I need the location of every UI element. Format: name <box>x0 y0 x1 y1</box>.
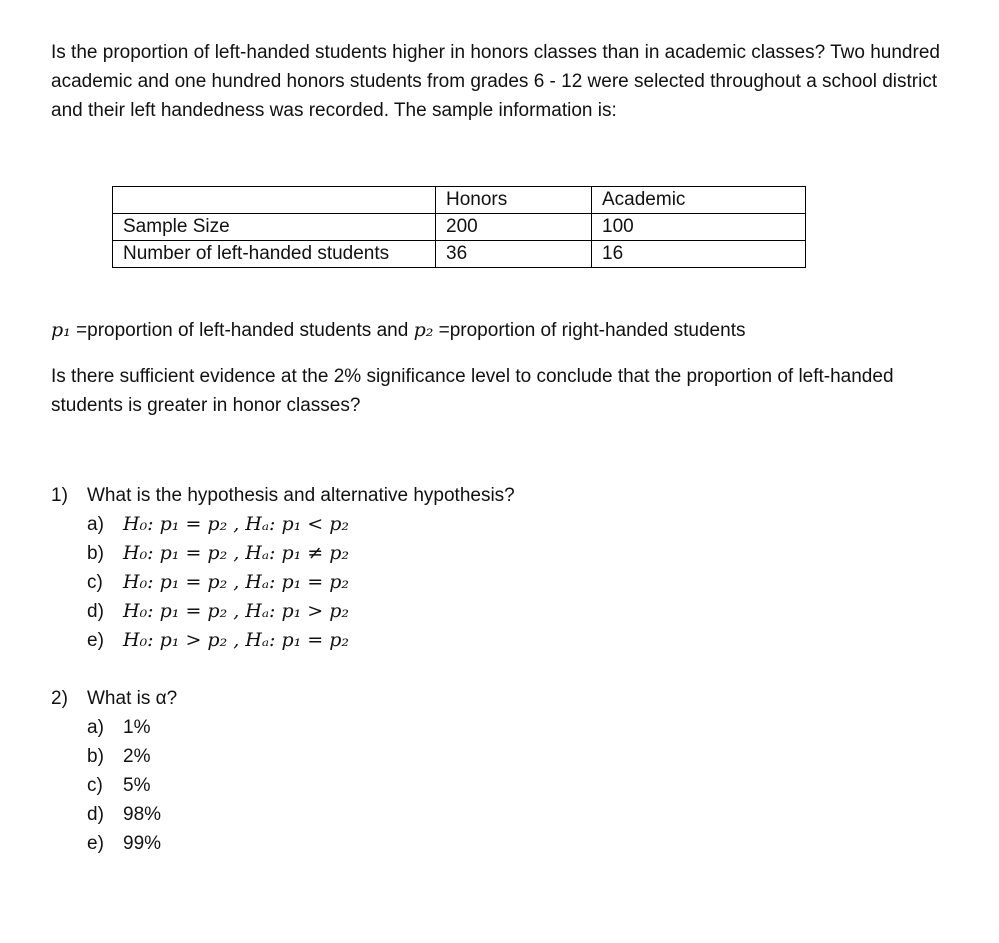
option-letter: b) <box>87 543 104 564</box>
answer-option[interactable] <box>51 742 177 771</box>
question-number: 2) <box>51 688 68 709</box>
option-text: H₀: p₁ = p₂ , Hₐ: p₁ < p₂ <box>123 513 350 535</box>
answer-option[interactable] <box>51 539 515 568</box>
option-letter: b) <box>87 746 104 767</box>
answer-option[interactable] <box>51 626 515 655</box>
option-text: H₀: p₁ = p₂ , Hₐ: p₁ = p₂ <box>123 571 350 593</box>
question-1 <box>51 481 515 655</box>
table-row <box>113 241 806 268</box>
table-cell: Number of left-handed students <box>113 241 436 268</box>
p2-symbol: p₂ <box>413 319 434 341</box>
answer-options <box>51 510 515 655</box>
option-letter: d) <box>87 601 104 622</box>
option-letter: c) <box>87 775 103 796</box>
option-text: H₀: p₁ = p₂ , Hₐ: p₁ > p₂ <box>123 600 350 622</box>
option-text: 98% <box>123 804 162 825</box>
option-text: H₀: p₁ > p₂ , Hₐ: p₁ = p₂ <box>123 629 350 651</box>
table-row <box>113 214 806 241</box>
answer-option[interactable] <box>51 771 177 800</box>
table-cell: 100 <box>592 214 806 241</box>
option-letter: a) <box>87 717 104 738</box>
table-header-cell: Honors <box>436 187 592 214</box>
intro-paragraph: Is the proportion of left-handed students higher in honors classes than in academic classes? Two hundred academic and one hundred honors students from grades 6 - 12 were selected throughout a school district and their left handedness was recorded. The sample information is: <box>51 42 940 121</box>
question-number: 1) <box>51 485 68 506</box>
option-letter: a) <box>87 514 104 535</box>
answer-option[interactable] <box>51 713 177 742</box>
table-header-cell <box>113 187 436 214</box>
p1-definition: =proportion of left-handed students and <box>70 320 414 341</box>
table-cell: 16 <box>592 241 806 268</box>
option-text: 1% <box>123 717 151 738</box>
option-letter: e) <box>87 833 104 854</box>
table-cell: 200 <box>436 214 592 241</box>
question-text: What is α? <box>87 688 178 709</box>
answer-options <box>51 713 177 858</box>
table-header-cell: Academic <box>592 187 806 214</box>
option-text: 99% <box>123 833 162 854</box>
table-header-row <box>113 187 806 214</box>
table-cell: Sample Size <box>113 214 436 241</box>
answer-option[interactable] <box>51 597 515 626</box>
main-question: Is there sufficient evidence at the 2% significance level to conclude that the proportion of left-handed students is greater in honor classes? <box>51 366 894 416</box>
sample-table <box>112 186 806 268</box>
question-2 <box>51 684 177 858</box>
variable-definitions <box>51 316 745 345</box>
answer-option[interactable] <box>51 800 177 829</box>
answer-option[interactable] <box>51 510 515 539</box>
answer-option[interactable] <box>51 568 515 597</box>
question-text: What is the hypothesis and alternative hypothesis? <box>87 485 515 506</box>
option-text: 5% <box>123 775 151 796</box>
option-letter: d) <box>87 804 104 825</box>
table-cell: 36 <box>436 241 592 268</box>
option-text: 2% <box>123 746 151 767</box>
option-letter: c) <box>87 572 103 593</box>
answer-option[interactable] <box>51 829 177 858</box>
option-text: H₀: p₁ = p₂ , Hₐ: p₁ ≠ p₂ <box>123 542 350 564</box>
p1-symbol: p₁ <box>51 319 71 341</box>
option-letter: e) <box>87 630 104 651</box>
p2-definition: =proportion of right-handed students <box>433 320 746 341</box>
